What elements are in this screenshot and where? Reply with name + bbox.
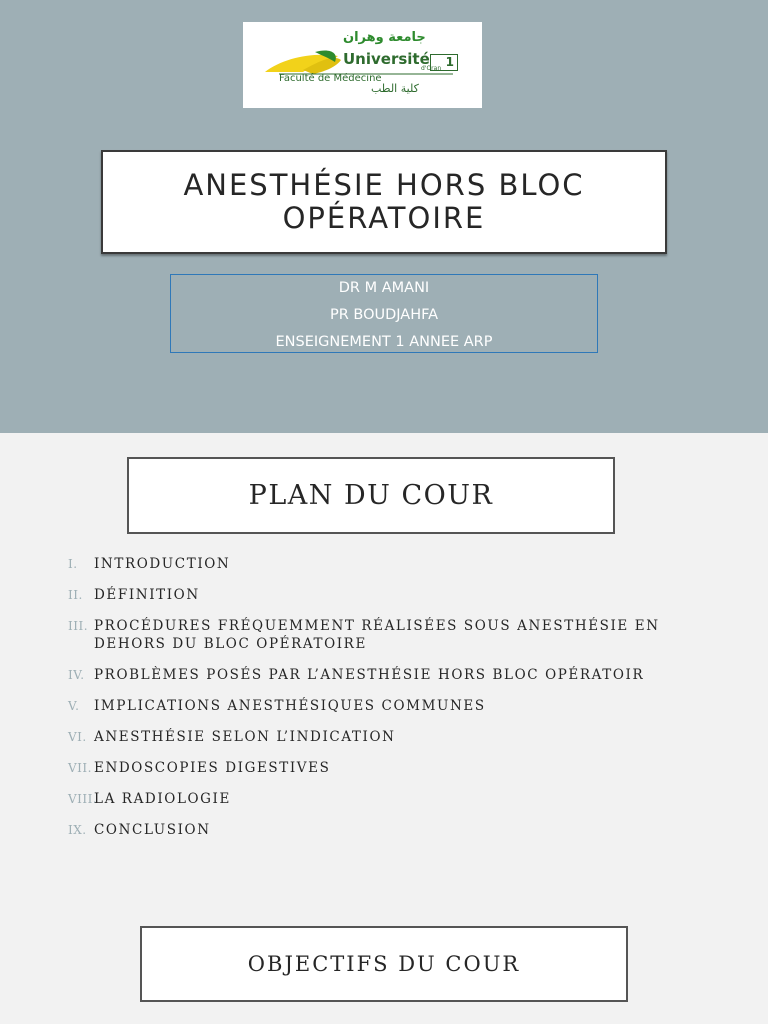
list-item [68,697,718,715]
logo-city: d'Oran [421,65,442,72]
list-text: IMPLICATIONS ANESTHÉSIQUES COMMUNES [94,698,486,714]
course-line: ENSEIGNEMENT 1 ANNEE ARP [275,334,493,350]
list-number: I. [68,557,78,571]
logo-university: Université [343,50,430,68]
list-number: II. [68,588,83,602]
list-item [68,728,718,746]
list-number: V. [68,699,80,713]
list-text: CONCLUSION [94,822,211,838]
list-item [68,759,718,777]
list-number: VI. [68,730,87,744]
list-item [68,821,718,839]
plan-list [68,555,718,852]
author-line: PR BOUDJAHFA [329,307,439,323]
plan-heading-box [127,457,615,534]
list-number: VIII. [68,792,98,806]
university-logo [243,22,482,108]
logo-faculty: Faculté de Médecine [279,73,382,84]
list-text: PROCÉDURES FRÉQUEMMENT RÉALISÉES SOUS ANESTHÉSIE EN DEHORS DU BLOC OPÉRATOIRE [94,618,660,652]
list-text: ENDOSCOPIES DIGESTIVES [94,760,331,776]
logo-number-badge: 1 [430,54,458,71]
title-slide [0,0,768,433]
author-line: DR M AMANI [338,280,430,296]
objectives-heading: OBJECTIFS DU COUR [247,952,521,976]
subtitle-box [170,274,598,353]
list-text: INTRODUCTION [94,556,231,572]
list-item [68,586,718,604]
list-item [68,617,718,653]
plan-heading: PLAN DU COUR [248,480,494,511]
logo-arabic-bottom: كلية الطب [371,82,419,95]
presentation-title: ANESTHÉSIE HORS BLOC OPÉRATOIRE [183,168,585,235]
list-text: LA RADIOLOGIE [94,791,231,807]
list-number: IX. [68,823,87,837]
objectives-heading-box [140,926,628,1002]
list-text: PROBLÈMES POSÉS PAR L’ANESTHÉSIE HORS BLOC OPÉRATOIR [94,667,645,683]
list-number: VII. [68,761,92,775]
list-item [68,666,718,684]
list-number: III. [68,619,89,633]
list-item [68,555,718,573]
title-box [101,150,667,254]
logo-arabic-top: جامعة وهران [343,30,426,45]
list-text: ANESTHÉSIE SELON L’INDICATION [94,729,396,745]
list-number: IV. [68,668,85,682]
list-text: DÉFINITION [94,587,200,603]
list-item [68,790,718,808]
